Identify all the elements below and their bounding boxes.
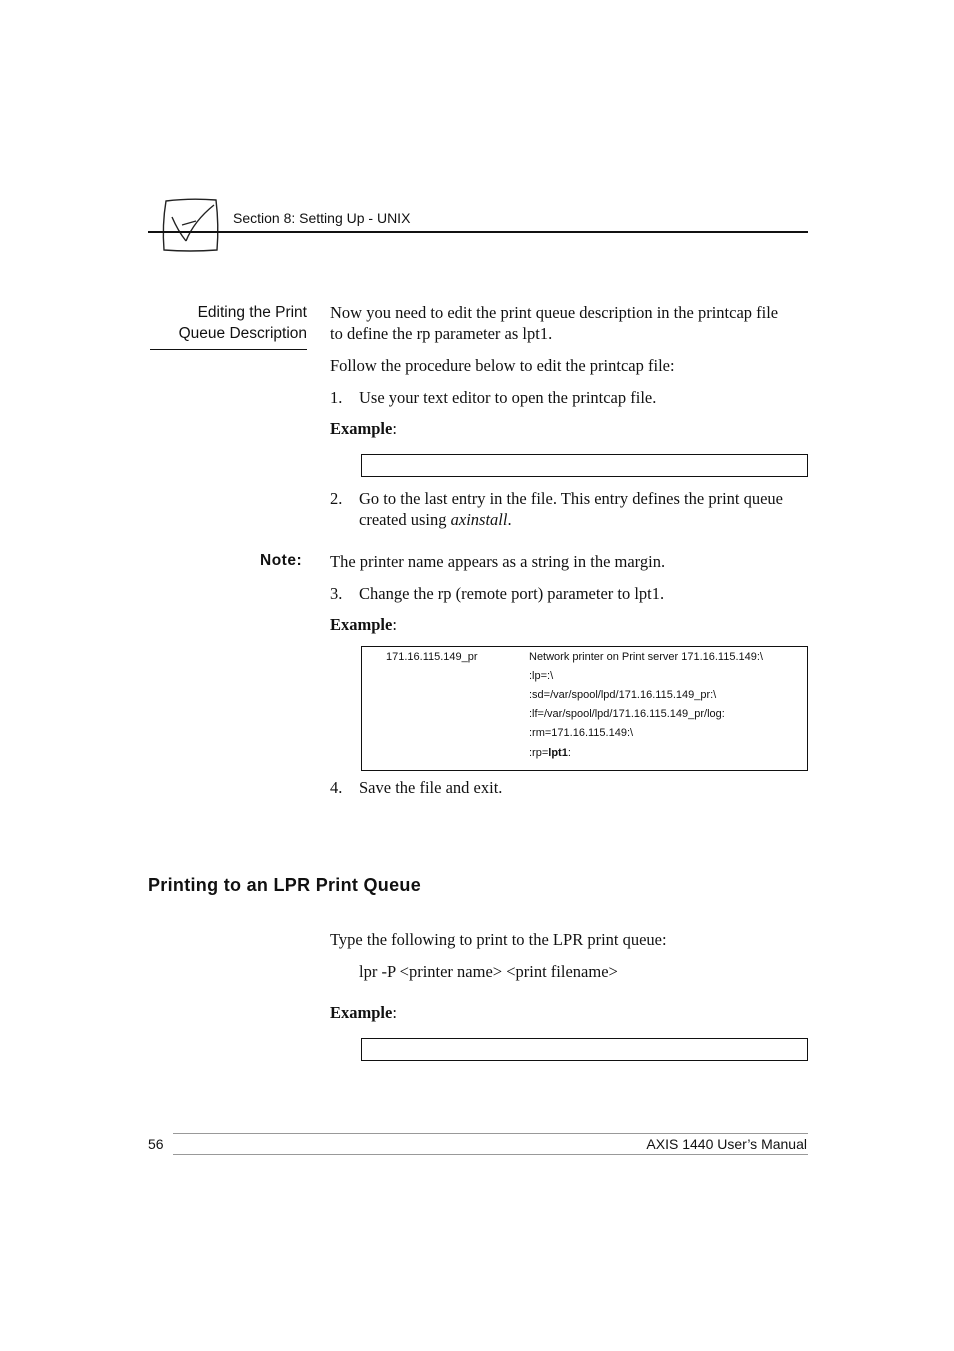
example-label-1: Example:: [330, 419, 397, 438]
step-2: [330, 488, 810, 530]
example-label-2: Example:: [330, 615, 397, 634]
code-line-6-prefix: :rp=: [529, 747, 549, 759]
code-line-1: Network printer on Print server 171.16.115.149:\: [529, 651, 763, 663]
example-box-1: [361, 454, 808, 477]
printcap-example-box: [361, 646, 808, 771]
step-1-number: 1.: [330, 388, 343, 407]
code-line-4: :lf=/var/spool/lpd/171.16.115.149_pr/log:: [529, 708, 725, 720]
step-3-text: Change the rp (remote port) parameter to lpt1.: [359, 584, 665, 603]
code-line-6-suffix: :: [567, 747, 571, 759]
step-4: [330, 777, 810, 798]
printer-name: 171.16.115.149_pr: [386, 651, 478, 663]
section-title: Section 8: Setting Up - UNIX: [233, 210, 411, 226]
example-label-2-text: Example: [330, 615, 393, 634]
step-2-text: [359, 488, 809, 530]
footer-rule-bottom: [173, 1154, 808, 1155]
example-box-3: [361, 1038, 808, 1061]
code-line-2: :lp=:\: [529, 670, 554, 682]
lpr-section-heading: Printing to an LPR Print Queue: [148, 875, 422, 895]
intro-line1: Now you need to edit the print queue description in the printcap file: [330, 303, 779, 322]
step-4-text: Save the file and exit.: [359, 778, 503, 797]
step-2-line2-prefix: created using: [359, 510, 451, 529]
note-text: The printer name appears as a string in the margin.: [330, 552, 666, 571]
footer-rule-top: [173, 1133, 808, 1134]
lpr-intro: Type the following to print to the LPR print queue:: [330, 930, 667, 949]
side-heading: [150, 302, 307, 350]
lpr-command: lpr -P <printer name> <print filename>: [359, 962, 618, 981]
step-2-number: 2.: [330, 489, 343, 508]
intro-paragraph: [330, 302, 810, 344]
note-label: Note:: [260, 552, 303, 569]
code-line-6-bold: lpt1: [548, 747, 568, 759]
step-2-line2-suffix: .: [507, 510, 512, 529]
section-logo-icon: [160, 197, 220, 253]
intro-line2: to define the rp parameter as lpt1.: [330, 324, 553, 343]
step-1-text: Use your text editor to open the printcap file.: [359, 388, 657, 407]
example-label-3-text: Example: [330, 1003, 393, 1022]
page-number: 56: [148, 1136, 164, 1152]
step-2-italic: axinstall: [450, 510, 508, 529]
code-line-6: [529, 747, 571, 759]
code-line-5: :rm=171.16.115.149:\: [529, 727, 634, 739]
step-4-number: 4.: [330, 778, 343, 797]
header-rule: [148, 231, 808, 233]
side-heading-line2: Queue Description: [178, 325, 307, 342]
side-heading-line1: Editing the Print: [197, 304, 307, 321]
follow-text: Follow the procedure below to edit the printcap file:: [330, 356, 675, 375]
step-1: [330, 387, 810, 408]
step-3-number: 3.: [330, 584, 343, 603]
step-3: [330, 583, 810, 604]
example-label-3: Example:: [330, 1003, 397, 1022]
manual-title: AXIS 1440 User’s Manual: [646, 1136, 807, 1152]
code-line-3: :sd=/var/spool/lpd/171.16.115.149_pr:\: [529, 689, 717, 701]
example-label-1-text: Example: [330, 419, 393, 438]
step-2-line1: Go to the last entry in the file. This entry defines the print queue: [359, 489, 784, 508]
